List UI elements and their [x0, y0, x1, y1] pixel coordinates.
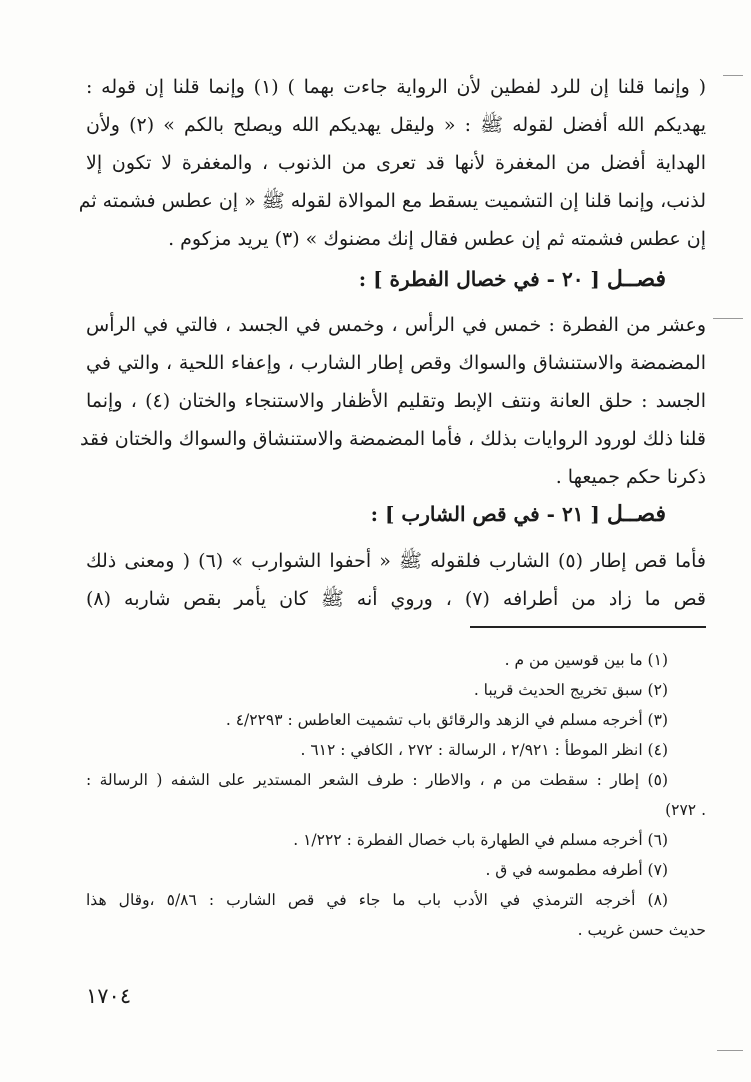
- text-line: يهديكم الله أفضل لقوله ﷺ : « وليقل يهديكم الله ويصلح بالكم » (٢) ولأن: [86, 114, 707, 136]
- heading-fasl: فصــل: [606, 501, 666, 527]
- text-line: الهداية أفضل من المغفرة لأنها قد تعرى من الذنوب ، والمغفرة لا تكون إلا: [86, 152, 706, 174]
- heading-title: [ ٢٠ - في خصال الفطرة ] :: [358, 267, 600, 291]
- margin-mark: [723, 75, 743, 76]
- text-line: الجسد : حلق العانة ونتف الإبط وتقليم الأظفار والاستنجاء والختان (٤) ، وإنما: [86, 390, 707, 412]
- footnotes: [86, 645, 706, 945]
- margin-mark: [713, 318, 743, 319]
- heading-title: [ ٢١ - في قص الشارب ] :: [370, 502, 600, 526]
- footnote: (٤) انظر الموطأ : ٢/٩٢١ ، الرسالة : ٢٧٢ ، الكافي : ٦١٢ .: [300, 741, 668, 759]
- footnote-continuation: حديث حسن غريب .: [577, 921, 706, 939]
- text-line: قلنا ذلك لورود الروايات بذلك ، فأما المضمضة والاستنشاق والسواك والختان فقد: [80, 428, 706, 450]
- footnote: (١) ما بين قوسين من م .: [504, 651, 668, 669]
- paragraph-1: [78, 68, 707, 258]
- paragraph-3: [86, 542, 706, 618]
- footnote: (٢) سبق تخريج الحديث قريبا .: [473, 681, 668, 699]
- page-number: ١٧٠٤: [86, 984, 132, 1008]
- text-line: ( وإنما قلنا إن للرد لفطين لأن الرواية جاءت بهما ) (١) وإنما قلنا إن قوله :: [86, 76, 707, 98]
- text-line: المضمضة والاستنشاق والسواك وقص إطار الشارب ، وإعفاء اللحية ، والتي في: [86, 352, 706, 374]
- text-line: قص ما زاد من أطرافه (٧) ، وروي أنه ﷺ كان يأمر بقص شاربه (٨): [86, 588, 706, 610]
- paragraph-2: [80, 306, 707, 496]
- footnote: (٥) إطار : سقطت من م ، والاطار : طرف الشعر المستدير على الشفه ( الرسالة :: [86, 771, 668, 789]
- footnote: (٣) أخرجه مسلم في الزهد والرقائق باب تشميت العاطس : ٤/٢٢٩٣ .: [225, 711, 668, 729]
- footnote-continuation: . ٢٧٢): [665, 801, 706, 819]
- footnote: (٦) أخرجه مسلم في الطهارة باب خصال الفطرة : ١/٢٢٢ .: [293, 831, 668, 849]
- footnote: (٨) أخرجه الترمذي في الأدب باب ما جاء في قص الشارب : ٥/٨٦ ،وقال هذا: [86, 891, 668, 909]
- text-line: وعشر من الفطرة : خمس في الرأس ، وخمس في الجسد ، فالتي في الرأس: [86, 314, 706, 336]
- heading-fasl: فصــل: [606, 266, 666, 292]
- section-heading-21: [86, 495, 666, 533]
- footnote: (٧) أطرفه مطموسه في ق .: [485, 861, 668, 879]
- footnote-separator: [470, 626, 706, 628]
- text-line: فأما قص إطار (٥) الشارب فلقوله ﷺ « أحفوا الشوارب » (٦) ( ومعنى ذلك: [86, 550, 707, 572]
- section-heading-20: [86, 260, 666, 298]
- text-line: لذنب، وإنما قلنا إن التشميت يسقط مع الموالاة لقوله ﷺ « إن عطس فشمته ثم: [78, 190, 706, 212]
- margin-mark: [717, 1050, 743, 1051]
- text-line: إن عطس فشمته ثم إن عطس فقال إنك مضنوك » (٣) يريد مزكوم .: [168, 228, 706, 250]
- text-line: ذكرنا حكم جميعها .: [555, 466, 706, 488]
